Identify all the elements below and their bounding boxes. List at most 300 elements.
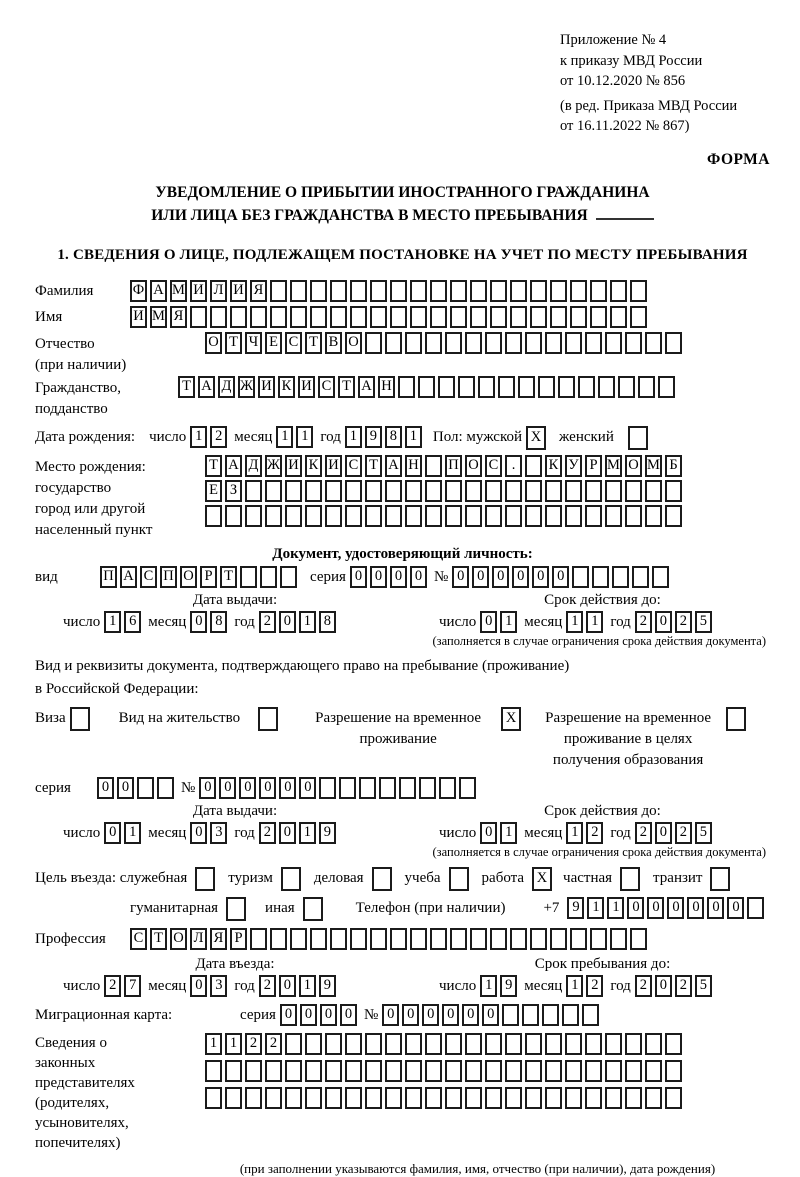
doc-number-cells-cell[interactable]: 0	[552, 566, 569, 588]
residence-valid-year-cells-cell[interactable]: 5	[695, 822, 712, 844]
doc-kind-cells-cell[interactable]: Р	[200, 566, 217, 588]
birth-place-row3-cell[interactable]	[225, 505, 242, 527]
firstname-cells-cell[interactable]	[470, 306, 487, 328]
stay-year-cells-cell[interactable]: 0	[655, 975, 672, 997]
residence-number-cells-cell[interactable]: 0	[259, 777, 276, 799]
migration-series-cells-cell[interactable]: 0	[340, 1004, 357, 1026]
profession-cells-cell[interactable]	[330, 928, 347, 950]
residence-number-cells-cell[interactable]	[379, 777, 396, 799]
profession-cells-cell[interactable]	[470, 928, 487, 950]
entry-day-cells-cell[interactable]: 7	[124, 975, 141, 997]
birth-place-row3-cell[interactable]	[385, 505, 402, 527]
doc-kind-cells-cell[interactable]: О	[180, 566, 197, 588]
phone-cells-cell[interactable]: 1	[587, 897, 604, 919]
profession-cells-cell[interactable]	[490, 928, 507, 950]
birth-place-row2-cell[interactable]	[265, 480, 282, 502]
birth-place-row3-cell[interactable]	[505, 505, 522, 527]
residence-issue-day-cells-cell[interactable]: 1	[124, 822, 141, 844]
phone-cells-cell[interactable]: 0	[687, 897, 704, 919]
birth-year-cells-cell[interactable]: 1	[345, 426, 362, 448]
purpose-official-checkbox-cell[interactable]	[195, 867, 215, 891]
surname-cells-cell[interactable]: Л	[210, 280, 227, 302]
migration-number-cells-cell[interactable]	[582, 1004, 599, 1026]
doc-number-cells-cell[interactable]	[652, 566, 669, 588]
stay-month-cells-cell[interactable]: 1	[566, 975, 583, 997]
representatives-row3-cell[interactable]	[625, 1087, 642, 1109]
profession-cells-cell[interactable]	[410, 928, 427, 950]
surname-cells-cell[interactable]	[590, 280, 607, 302]
doc-number-cells-cell[interactable]: 0	[452, 566, 469, 588]
birth-place-row2-cell[interactable]	[485, 480, 502, 502]
birth-place-row3-cell[interactable]	[445, 505, 462, 527]
residence-number-cells-cell[interactable]: 0	[279, 777, 296, 799]
birth-place-row2-cell[interactable]	[665, 480, 682, 502]
doc-series-cells-cell[interactable]: 0	[370, 566, 387, 588]
birth-place-row1-cell[interactable]: К	[305, 455, 322, 477]
birth-place-row1-cell[interactable]: А	[225, 455, 242, 477]
patronymic-cells-cell[interactable]	[385, 332, 402, 354]
citizenship-cells-cell[interactable]	[658, 376, 675, 398]
birth-place-row1-cell[interactable]: С	[345, 455, 362, 477]
representatives-row1-cell[interactable]	[425, 1033, 442, 1055]
entry-year-cells-cell[interactable]: 0	[279, 975, 296, 997]
representatives-row2-cell[interactable]	[625, 1060, 642, 1082]
birth-place-row2-cell[interactable]	[325, 480, 342, 502]
birth-place-row1-cell[interactable]: О	[625, 455, 642, 477]
firstname-cells-cell[interactable]	[210, 306, 227, 328]
stay-day-cells-cell[interactable]: 1	[480, 975, 497, 997]
citizenship-cells-cell[interactable]: А	[358, 376, 375, 398]
doc-kind-cells-cell[interactable]: П	[160, 566, 177, 588]
birth-place-row2-cell[interactable]	[585, 480, 602, 502]
birth-day-cells-cell[interactable]: 1	[190, 426, 207, 448]
citizenship-cells-cell[interactable]	[458, 376, 475, 398]
patronymic-cells-cell[interactable]: Ч	[245, 332, 262, 354]
representatives-row1-cell[interactable]	[405, 1033, 422, 1055]
surname-cells-cell[interactable]	[430, 280, 447, 302]
birth-place-row1-cell[interactable]: О	[465, 455, 482, 477]
firstname-cells-cell[interactable]	[230, 306, 247, 328]
residence-issue-month-cells-cell[interactable]: 0	[190, 822, 207, 844]
representatives-row2-cell[interactable]	[245, 1060, 262, 1082]
birth-place-row1-cell[interactable]: И	[325, 455, 342, 477]
firstname-cells-cell[interactable]	[530, 306, 547, 328]
surname-cells-cell[interactable]	[350, 280, 367, 302]
doc-number-cells-cell[interactable]	[632, 566, 649, 588]
migration-number-cells-cell[interactable]	[562, 1004, 579, 1026]
birth-place-row1-cell[interactable]: Н	[405, 455, 422, 477]
representatives-row1-cell[interactable]: 2	[265, 1033, 282, 1055]
representatives-row3-cell[interactable]	[405, 1087, 422, 1109]
firstname-cells-cell[interactable]: Я	[170, 306, 187, 328]
representatives-row1-cell[interactable]	[485, 1033, 502, 1055]
representatives-row1-cell[interactable]	[665, 1033, 682, 1055]
citizenship-cells-cell[interactable]: И	[258, 376, 275, 398]
patronymic-cells-cell[interactable]	[585, 332, 602, 354]
birth-place-row1-cell[interactable]: А	[385, 455, 402, 477]
representatives-row3-cell[interactable]	[525, 1087, 542, 1109]
citizenship-cells-cell[interactable]: Д	[218, 376, 235, 398]
phone-cells-cell[interactable]: 0	[667, 897, 684, 919]
phone-cells-cell[interactable]: 1	[607, 897, 624, 919]
profession-cells-cell[interactable]	[550, 928, 567, 950]
doc-issue-year-cells-cell[interactable]: 0	[279, 611, 296, 633]
citizenship-cells-cell[interactable]	[598, 376, 615, 398]
gender-male-checkbox-cell[interactable]: X	[526, 426, 546, 450]
citizenship-cells-cell[interactable]: Н	[378, 376, 395, 398]
firstname-cells-cell[interactable]	[370, 306, 387, 328]
representatives-row3-cell[interactable]	[645, 1087, 662, 1109]
migration-number-cells-cell[interactable]: 0	[482, 1004, 499, 1026]
surname-cells-cell[interactable]	[410, 280, 427, 302]
residence-number-cells-cell[interactable]: 0	[199, 777, 216, 799]
profession-cells-cell[interactable]	[430, 928, 447, 950]
residence-issue-month-cells-cell[interactable]: 3	[210, 822, 227, 844]
birth-place-row2-cell[interactable]	[385, 480, 402, 502]
firstname-cells-cell[interactable]: И	[130, 306, 147, 328]
citizenship-cells-cell[interactable]: Т	[178, 376, 195, 398]
patronymic-cells-cell[interactable]	[565, 332, 582, 354]
visa-checkbox-cell[interactable]	[70, 707, 90, 731]
citizenship-cells-cell[interactable]	[398, 376, 415, 398]
representatives-row1-cell[interactable]: 1	[225, 1033, 242, 1055]
representatives-row1-cell[interactable]: 1	[205, 1033, 222, 1055]
representatives-row1-cell[interactable]	[305, 1033, 322, 1055]
birth-place-row3-cell[interactable]	[565, 505, 582, 527]
firstname-cells-cell[interactable]	[250, 306, 267, 328]
citizenship-cells-cell[interactable]	[518, 376, 535, 398]
firstname-cells-cell[interactable]	[450, 306, 467, 328]
purpose-business-checkbox-cell[interactable]	[372, 867, 392, 891]
birth-year-cells-cell[interactable]: 1	[405, 426, 422, 448]
doc-issue-month-cells-cell[interactable]: 8	[210, 611, 227, 633]
stay-month-cells-cell[interactable]: 2	[586, 975, 603, 997]
migration-number-cells-cell[interactable]	[542, 1004, 559, 1026]
surname-cells-cell[interactable]	[630, 280, 647, 302]
representatives-row1-cell[interactable]: 2	[245, 1033, 262, 1055]
residence-series-cells-cell[interactable]: 0	[117, 777, 134, 799]
firstname-cells-cell[interactable]	[190, 306, 207, 328]
citizenship-cells-cell[interactable]	[438, 376, 455, 398]
profession-cells-cell[interactable]	[270, 928, 287, 950]
patronymic-cells-cell[interactable]	[425, 332, 442, 354]
phone-cells-cell[interactable]: 9	[567, 897, 584, 919]
birth-place-row2-cell[interactable]: Е	[205, 480, 222, 502]
representatives-row1-cell[interactable]	[365, 1033, 382, 1055]
entry-year-cells-cell[interactable]: 1	[299, 975, 316, 997]
birth-place-row3-cell[interactable]	[345, 505, 362, 527]
birth-year-cells-cell[interactable]: 8	[385, 426, 402, 448]
residence-number-cells-cell[interactable]: 0	[239, 777, 256, 799]
stay-year-cells-cell[interactable]: 5	[695, 975, 712, 997]
purpose-work-checkbox-cell[interactable]: X	[532, 867, 552, 891]
profession-cells-cell[interactable]	[290, 928, 307, 950]
profession-cells-cell[interactable]: Т	[150, 928, 167, 950]
profession-cells-cell[interactable]	[630, 928, 647, 950]
migration-series-cells-cell[interactable]: 0	[320, 1004, 337, 1026]
surname-cells-cell[interactable]: Я	[250, 280, 267, 302]
birth-place-row2-cell[interactable]	[625, 480, 642, 502]
representatives-row1-cell[interactable]	[525, 1033, 542, 1055]
representatives-row2-cell[interactable]	[545, 1060, 562, 1082]
residence-series-cells-cell[interactable]	[137, 777, 154, 799]
purpose-tourism-checkbox-cell[interactable]	[281, 867, 301, 891]
surname-cells-cell[interactable]	[530, 280, 547, 302]
representatives-row3-cell[interactable]	[485, 1087, 502, 1109]
surname-cells-cell[interactable]	[370, 280, 387, 302]
patronymic-cells-cell[interactable]	[485, 332, 502, 354]
birth-place-row3-cell[interactable]	[285, 505, 302, 527]
phone-cells-cell[interactable]	[747, 897, 764, 919]
doc-number-cells-cell[interactable]	[572, 566, 589, 588]
profession-cells-cell[interactable]	[610, 928, 627, 950]
representatives-row1-cell[interactable]	[565, 1033, 582, 1055]
profession-cells-cell[interactable]	[570, 928, 587, 950]
surname-cells-cell[interactable]: М	[170, 280, 187, 302]
citizenship-cells-cell[interactable]	[578, 376, 595, 398]
patronymic-cells-cell[interactable]	[465, 332, 482, 354]
citizenship-cells-cell[interactable]	[538, 376, 555, 398]
firstname-cells-cell[interactable]	[490, 306, 507, 328]
doc-issue-year-cells-cell[interactable]: 1	[299, 611, 316, 633]
birth-place-row3-cell[interactable]	[545, 505, 562, 527]
doc-kind-cells-cell[interactable]: С	[140, 566, 157, 588]
doc-issue-month-cells-cell[interactable]: 0	[190, 611, 207, 633]
migration-number-cells-cell[interactable]: 0	[402, 1004, 419, 1026]
representatives-row1-cell[interactable]	[285, 1033, 302, 1055]
patronymic-cells-cell[interactable]	[665, 332, 682, 354]
birth-place-row2-cell[interactable]	[345, 480, 362, 502]
migration-number-cells-cell[interactable]: 0	[442, 1004, 459, 1026]
patronymic-cells-cell[interactable]	[645, 332, 662, 354]
representatives-row3-cell[interactable]	[285, 1087, 302, 1109]
birth-place-row1-cell[interactable]: Т	[205, 455, 222, 477]
stay-year-cells-cell[interactable]: 2	[675, 975, 692, 997]
firstname-cells-cell[interactable]	[330, 306, 347, 328]
representatives-row3-cell[interactable]	[565, 1087, 582, 1109]
representatives-row2-cell[interactable]	[645, 1060, 662, 1082]
birth-place-row3-cell[interactable]	[405, 505, 422, 527]
firstname-cells-cell[interactable]	[390, 306, 407, 328]
representatives-row3-cell[interactable]	[505, 1087, 522, 1109]
patronymic-cells-cell[interactable]	[365, 332, 382, 354]
representatives-row3-cell[interactable]	[445, 1087, 462, 1109]
profession-cells-cell[interactable]	[350, 928, 367, 950]
residence-issue-day-cells-cell[interactable]: 0	[104, 822, 121, 844]
patronymic-cells-cell[interactable]	[445, 332, 462, 354]
profession-cells-cell[interactable]: Л	[190, 928, 207, 950]
firstname-cells-cell[interactable]	[270, 306, 287, 328]
edu-residence-checkbox-cell[interactable]	[726, 707, 746, 731]
stay-year-cells-cell[interactable]: 2	[635, 975, 652, 997]
birth-place-row2-cell[interactable]	[545, 480, 562, 502]
birth-place-row3-cell[interactable]	[465, 505, 482, 527]
residence-issue-year-cells-cell[interactable]: 9	[319, 822, 336, 844]
residence-valid-month-cells-cell[interactable]: 2	[586, 822, 603, 844]
birth-place-row1-cell[interactable]: П	[445, 455, 462, 477]
patronymic-cells-cell[interactable]: В	[325, 332, 342, 354]
profession-cells-cell[interactable]	[450, 928, 467, 950]
birth-place-row1-cell[interactable]: Д	[245, 455, 262, 477]
firstname-cells-cell[interactable]	[350, 306, 367, 328]
representatives-row3-cell[interactable]	[425, 1087, 442, 1109]
representatives-row1-cell[interactable]	[585, 1033, 602, 1055]
residence-issue-year-cells-cell[interactable]: 0	[279, 822, 296, 844]
residence-valid-day-cells-cell[interactable]: 1	[500, 822, 517, 844]
birth-place-row3-cell[interactable]	[625, 505, 642, 527]
birth-place-row1-cell[interactable]: М	[645, 455, 662, 477]
citizenship-cells-cell[interactable]: А	[198, 376, 215, 398]
representatives-row1-cell[interactable]	[625, 1033, 642, 1055]
citizenship-cells-cell[interactable]	[418, 376, 435, 398]
residence-number-cells-cell[interactable]	[419, 777, 436, 799]
doc-kind-cells-cell[interactable]: Т	[220, 566, 237, 588]
doc-kind-cells-cell[interactable]	[240, 566, 257, 588]
representatives-row2-cell[interactable]	[585, 1060, 602, 1082]
doc-valid-year-cells-cell[interactable]: 5	[695, 611, 712, 633]
citizenship-cells-cell[interactable]: С	[318, 376, 335, 398]
representatives-row1-cell[interactable]	[605, 1033, 622, 1055]
firstname-cells-cell[interactable]	[510, 306, 527, 328]
gender-female-checkbox-cell[interactable]	[628, 426, 648, 450]
surname-cells-cell[interactable]: Ф	[130, 280, 147, 302]
profession-cells-cell[interactable]	[370, 928, 387, 950]
patronymic-cells-cell[interactable]: Т	[305, 332, 322, 354]
firstname-cells-cell[interactable]	[290, 306, 307, 328]
birth-place-row1-cell[interactable]	[425, 455, 442, 477]
entry-month-cells-cell[interactable]: 0	[190, 975, 207, 997]
firstname-cells-cell[interactable]	[550, 306, 567, 328]
birth-place-row3-cell[interactable]	[245, 505, 262, 527]
doc-issue-year-cells-cell[interactable]: 2	[259, 611, 276, 633]
residence-number-cells-cell[interactable]	[399, 777, 416, 799]
representatives-row3-cell[interactable]	[345, 1087, 362, 1109]
birth-month-cells-cell[interactable]: 1	[276, 426, 293, 448]
patronymic-cells-cell[interactable]: Т	[225, 332, 242, 354]
firstname-cells-cell[interactable]	[410, 306, 427, 328]
patronymic-cells-cell[interactable]: С	[285, 332, 302, 354]
patronymic-cells-cell[interactable]: О	[205, 332, 222, 354]
birth-place-row2-cell[interactable]	[285, 480, 302, 502]
representatives-row3-cell[interactable]	[465, 1087, 482, 1109]
residence-number-cells-cell[interactable]	[459, 777, 476, 799]
profession-cells-cell[interactable]: С	[130, 928, 147, 950]
doc-series-cells-cell[interactable]: 0	[410, 566, 427, 588]
surname-cells-cell[interactable]	[390, 280, 407, 302]
profession-cells-cell[interactable]: Я	[210, 928, 227, 950]
representatives-row3-cell[interactable]	[305, 1087, 322, 1109]
representatives-row3-cell[interactable]	[605, 1087, 622, 1109]
birth-place-row2-cell[interactable]	[525, 480, 542, 502]
phone-cells-cell[interactable]: 0	[627, 897, 644, 919]
doc-issue-day-cells-cell[interactable]: 6	[124, 611, 141, 633]
entry-month-cells-cell[interactable]: 3	[210, 975, 227, 997]
citizenship-cells-cell[interactable]	[638, 376, 655, 398]
residence-number-cells-cell[interactable]: 0	[299, 777, 316, 799]
citizenship-cells-cell[interactable]: Ж	[238, 376, 255, 398]
birth-place-row1-cell[interactable]: И	[285, 455, 302, 477]
residence-series-cells-cell[interactable]	[157, 777, 174, 799]
representatives-row2-cell[interactable]	[225, 1060, 242, 1082]
profession-cells-cell[interactable]	[390, 928, 407, 950]
patronymic-cells-cell[interactable]	[405, 332, 422, 354]
surname-cells-cell[interactable]	[550, 280, 567, 302]
representatives-row3-cell[interactable]	[205, 1087, 222, 1109]
entry-year-cells-cell[interactable]: 2	[259, 975, 276, 997]
representatives-row2-cell[interactable]	[345, 1060, 362, 1082]
surname-cells-cell[interactable]	[470, 280, 487, 302]
purpose-study-checkbox-cell[interactable]	[449, 867, 469, 891]
birth-place-row2-cell[interactable]	[245, 480, 262, 502]
residence-valid-month-cells-cell[interactable]: 1	[566, 822, 583, 844]
patronymic-cells-cell[interactable]	[545, 332, 562, 354]
representatives-row2-cell[interactable]	[505, 1060, 522, 1082]
residence-number-cells-cell[interactable]	[339, 777, 356, 799]
representatives-row3-cell[interactable]	[665, 1087, 682, 1109]
birth-place-row2-cell[interactable]	[465, 480, 482, 502]
citizenship-cells-cell[interactable]: Т	[338, 376, 355, 398]
doc-kind-cells-cell[interactable]	[260, 566, 277, 588]
birth-month-cells-cell[interactable]: 1	[296, 426, 313, 448]
doc-issue-day-cells-cell[interactable]: 1	[104, 611, 121, 633]
purpose-other-checkbox-cell[interactable]	[303, 897, 323, 921]
patronymic-cells-cell[interactable]	[505, 332, 522, 354]
profession-cells-cell[interactable]	[310, 928, 327, 950]
representatives-row3-cell[interactable]	[325, 1087, 342, 1109]
profession-cells-cell[interactable]	[590, 928, 607, 950]
surname-cells-cell[interactable]	[310, 280, 327, 302]
representatives-row2-cell[interactable]	[325, 1060, 342, 1082]
birth-place-row1-cell[interactable]: Ж	[265, 455, 282, 477]
representatives-row3-cell[interactable]	[385, 1087, 402, 1109]
residence-valid-year-cells-cell[interactable]: 2	[675, 822, 692, 844]
citizenship-cells-cell[interactable]: К	[278, 376, 295, 398]
profession-cells-cell[interactable]	[530, 928, 547, 950]
doc-number-cells-cell[interactable]: 0	[492, 566, 509, 588]
doc-kind-cells-cell[interactable]: А	[120, 566, 137, 588]
purpose-humanitarian-checkbox-cell[interactable]	[226, 897, 246, 921]
birth-place-row1-cell[interactable]: М	[605, 455, 622, 477]
migration-number-cells-cell[interactable]	[502, 1004, 519, 1026]
residence-valid-day-cells-cell[interactable]: 0	[480, 822, 497, 844]
birth-place-row3-cell[interactable]	[365, 505, 382, 527]
birth-place-row1-cell[interactable]: Т	[365, 455, 382, 477]
citizenship-cells-cell[interactable]	[618, 376, 635, 398]
phone-cells-cell[interactable]: 0	[707, 897, 724, 919]
representatives-row2-cell[interactable]	[445, 1060, 462, 1082]
migration-number-cells-cell[interactable]: 0	[422, 1004, 439, 1026]
surname-cells-cell[interactable]: И	[230, 280, 247, 302]
birth-place-row2-cell[interactable]	[405, 480, 422, 502]
patronymic-cells-cell[interactable]: О	[345, 332, 362, 354]
surname-cells-cell[interactable]	[510, 280, 527, 302]
representatives-row1-cell[interactable]	[645, 1033, 662, 1055]
birth-place-row3-cell[interactable]	[665, 505, 682, 527]
residence-number-cells-cell[interactable]	[359, 777, 376, 799]
temp-residence-checkbox-cell[interactable]: X	[501, 707, 521, 731]
representatives-row2-cell[interactable]	[285, 1060, 302, 1082]
representatives-row2-cell[interactable]	[525, 1060, 542, 1082]
firstname-cells-cell[interactable]	[630, 306, 647, 328]
birth-place-row2-cell[interactable]	[365, 480, 382, 502]
citizenship-cells-cell[interactable]	[478, 376, 495, 398]
doc-kind-cells-cell[interactable]: П	[100, 566, 117, 588]
representatives-row3-cell[interactable]	[545, 1087, 562, 1109]
doc-valid-year-cells-cell[interactable]: 0	[655, 611, 672, 633]
representatives-row2-cell[interactable]	[405, 1060, 422, 1082]
birth-place-row3-cell[interactable]	[425, 505, 442, 527]
firstname-cells-cell[interactable]	[570, 306, 587, 328]
